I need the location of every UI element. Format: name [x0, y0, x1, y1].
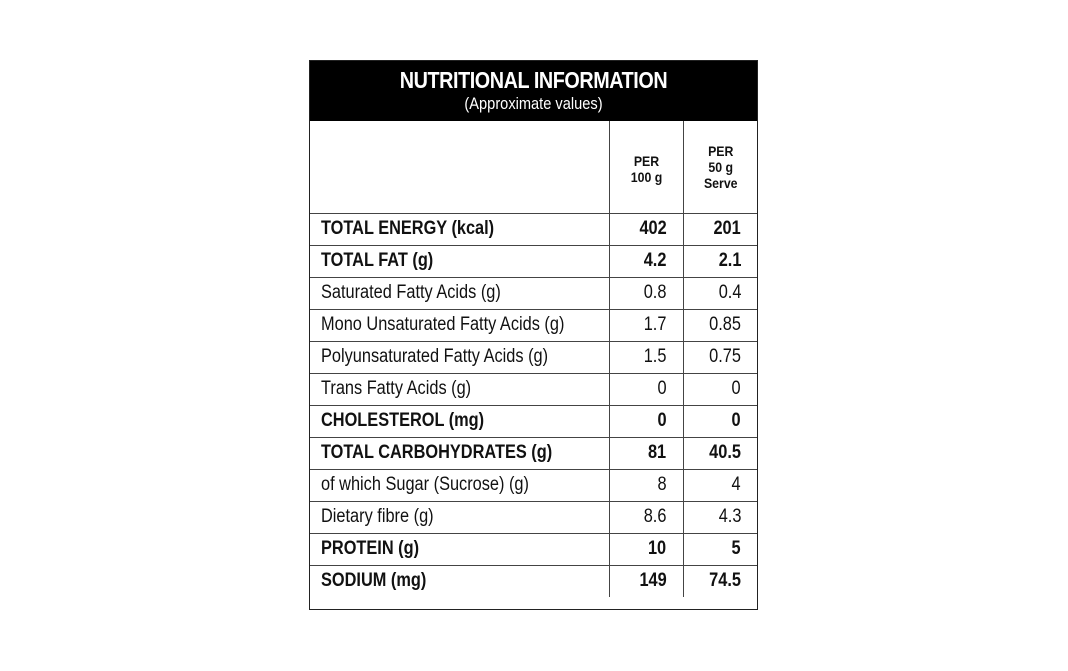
table-row — [310, 533, 757, 565]
per-50g-value: 40.5 — [683, 437, 757, 469]
per-100g-value: 402 — [609, 213, 683, 245]
table-row — [310, 469, 757, 501]
nutrient-column-header — [310, 121, 609, 213]
nutrient-name: Trans Fatty Acids (g) — [310, 373, 609, 405]
per-50g-value: 0.4 — [683, 277, 757, 309]
table-header-row — [310, 121, 757, 213]
nutrient-name: Saturated Fatty Acids (g) — [310, 277, 609, 309]
per-100g-value: 149 — [609, 565, 683, 597]
per-50g-value: 74.5 — [683, 565, 757, 597]
nutrition-label — [309, 60, 758, 610]
nutrient-name: Polyunsaturated Fatty Acids (g) — [310, 341, 609, 373]
per-100g-value: 81 — [609, 437, 683, 469]
table-row — [310, 341, 757, 373]
table-row — [310, 213, 757, 245]
table-row — [310, 501, 757, 533]
per-100g-value: 8 — [609, 469, 683, 501]
table-row — [310, 245, 757, 277]
table-row — [310, 277, 757, 309]
per-50g-value: 0 — [683, 405, 757, 437]
nutrient-name: TOTAL CARBOHYDRATES (g) — [310, 437, 609, 469]
table-row — [310, 373, 757, 405]
per-100g-value: 0 — [609, 373, 683, 405]
nutrient-name: CHOLESTEROL (mg) — [310, 405, 609, 437]
table-row — [310, 309, 757, 341]
per-50g-value: 4.3 — [683, 501, 757, 533]
label-title: NUTRITIONAL INFORMATION — [399, 67, 668, 93]
per-100g-value: 4.2 — [609, 245, 683, 277]
nutrient-name: Dietary fibre (g) — [310, 501, 609, 533]
per-100g-value: 10 — [609, 533, 683, 565]
per-100g-value: 0 — [609, 405, 683, 437]
per-100g-value: 1.5 — [609, 341, 683, 373]
table-row — [310, 405, 757, 437]
per-50g-value: 2.1 — [683, 245, 757, 277]
per-100g-column-header: PER 100 g — [609, 121, 683, 213]
nutrient-name: TOTAL ENERGY (kcal) — [310, 213, 609, 245]
nutrient-name: PROTEIN (g) — [310, 533, 609, 565]
nutrition-table — [310, 121, 757, 597]
label-subtitle: (Approximate values) — [464, 94, 603, 113]
per-50g-value: 0.85 — [683, 309, 757, 341]
per-50g-value: 4 — [683, 469, 757, 501]
per-50g-column-header: PER 50 g Serve — [683, 121, 757, 213]
nutrient-name: of which Sugar (Sucrose) (g) — [310, 469, 609, 501]
table-row — [310, 437, 757, 469]
per-50g-value: 201 — [683, 213, 757, 245]
per-100g-value: 1.7 — [609, 309, 683, 341]
label-header — [310, 61, 757, 121]
per-100g-value: 8.6 — [609, 501, 683, 533]
nutrient-name: TOTAL FAT (g) — [310, 245, 609, 277]
per-50g-value: 0.75 — [683, 341, 757, 373]
nutrient-name: SODIUM (mg) — [310, 565, 609, 597]
per-100g-value: 0.8 — [609, 277, 683, 309]
per-50g-value: 0 — [683, 373, 757, 405]
table-row — [310, 565, 757, 597]
per-50g-value: 5 — [683, 533, 757, 565]
nutrient-name: Mono Unsaturated Fatty Acids (g) — [310, 309, 609, 341]
